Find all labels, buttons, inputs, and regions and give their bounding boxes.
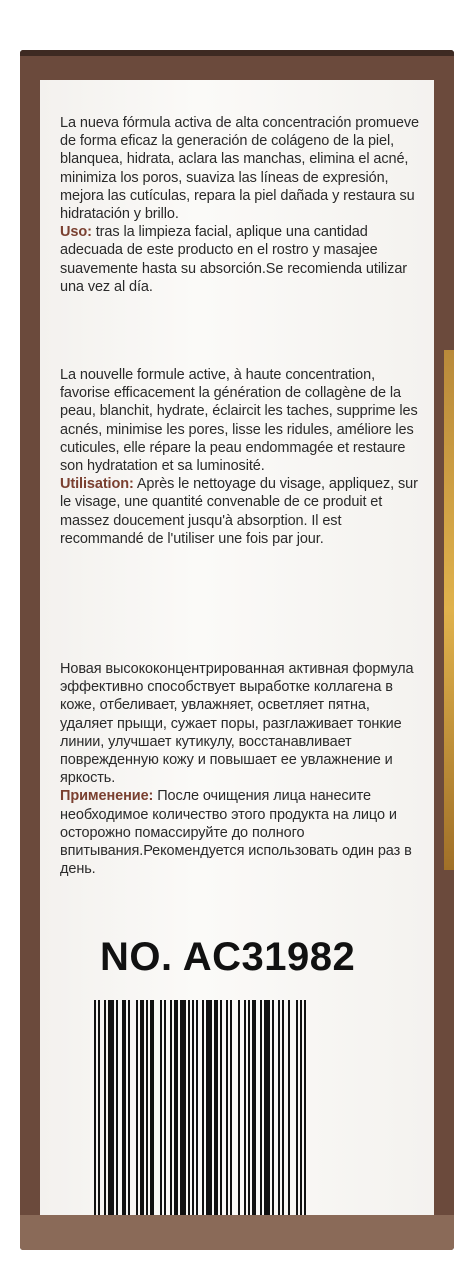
barcode-bar [116,1000,118,1215]
spanish-description [60,114,420,296]
barcode-bar [282,1000,284,1215]
barcode-bar [94,1000,96,1230]
barcode-bar [252,1000,256,1215]
barcode-bar [230,1000,232,1215]
russian-usage-label: Применение: [60,788,154,805]
french-body: La nouvelle formule active, à haute concentration, favorise efficacement la génération de collagène de la peau, blanchit, hydrate, éclaircit les taches, supprime les acnés, minimise les pores, lisse les ridules, améliore les cuticules, elle répare la peau endommagée et restaure son hydratation et sa luminosité. [60,367,418,475]
barcode-bar [188,1000,190,1215]
barcode-bar [136,1000,138,1215]
barcode-bar [146,1000,148,1215]
box-bottom-band [20,1215,454,1250]
barcode-bar [196,1000,198,1230]
barcode [90,1000,390,1230]
label-panel [40,80,434,1215]
barcode-bar [264,1000,270,1215]
spanish-usage-label: Uso: [60,224,92,241]
barcode-bar [260,1000,262,1215]
barcode-bar [300,1000,302,1230]
russian-body: Новая высококонцентрированная активная формула эффективно способствует выработке коллагена в коже, отбеливает, увлажняет, осветляет пятна, удаляет прыщи, сужает поры, разглаживает тонкие линии, улучшает кутикулу, восстанавливает поврежденную кожу и повышает ее увлажнение и яркость. [60,661,414,787]
barcode-bar [140,1000,144,1215]
barcode-bar [108,1000,114,1215]
barcode-bar [128,1000,130,1215]
product-code: NO. AC31982 [100,935,356,979]
barcode-bar [248,1000,250,1215]
product-box [20,50,454,1250]
barcode-bar [170,1000,172,1215]
barcode-bar [180,1000,186,1215]
barcode-bar [244,1000,246,1215]
barcode-bar [220,1000,222,1215]
barcode-bar [278,1000,280,1215]
barcode-bar [296,1000,298,1215]
barcode-bar [164,1000,166,1215]
box-top-edge [20,50,454,56]
barcode-bar [214,1000,218,1215]
russian-description [60,660,420,878]
barcode-bar [226,1000,228,1215]
barcode-bar [150,1000,154,1215]
box-side-strip [444,350,454,870]
barcode-bar [192,1000,194,1215]
barcode-bar [238,1000,240,1215]
french-description [60,366,420,548]
barcode-bar [160,1000,162,1215]
barcode-bar [206,1000,212,1215]
spanish-usage-text: tras la limpieza facial, aplique una cantidad adecuada de este producto en el rostro y masajee suavemente hasta su absorción.Se recomienda utilizar una vez al día. [60,224,408,295]
barcode-bar [272,1000,274,1215]
french-usage-label: Utilisation: [60,476,134,493]
barcode-bars [90,1000,390,1230]
barcode-bar [174,1000,178,1215]
barcode-bar [304,1000,306,1230]
russian-usage-text: После очищения лица нанесите необходимое количество этого продукта на лицо и осторожно помассируйте до полного впитывания.Рекомендуется использовать один раз в день. [60,788,412,878]
barcode-bar [98,1000,100,1230]
spanish-body: La nueva fórmula activa de alta concentración promueve de forma eficaz la generación de colágeno de la piel, blanquea, hidrata, aclara las manchas, elimina el acné, minimiza los poros, suaviza las líneas de expresión, mejora las cutículas, repara la piel dañada y restaura su hidratación y brillo. [60,115,419,223]
barcode-bar [122,1000,126,1215]
barcode-bar [104,1000,106,1215]
barcode-bar [202,1000,204,1230]
french-usage-text: Après le nettoyage du visage, appliquez, sur le visage, une quantité convenable de ce produit et massez doucement jusqu'à absorption. Il est recommandé de l'utiliser une fois par jour. [60,476,418,547]
barcode-bar [288,1000,290,1215]
